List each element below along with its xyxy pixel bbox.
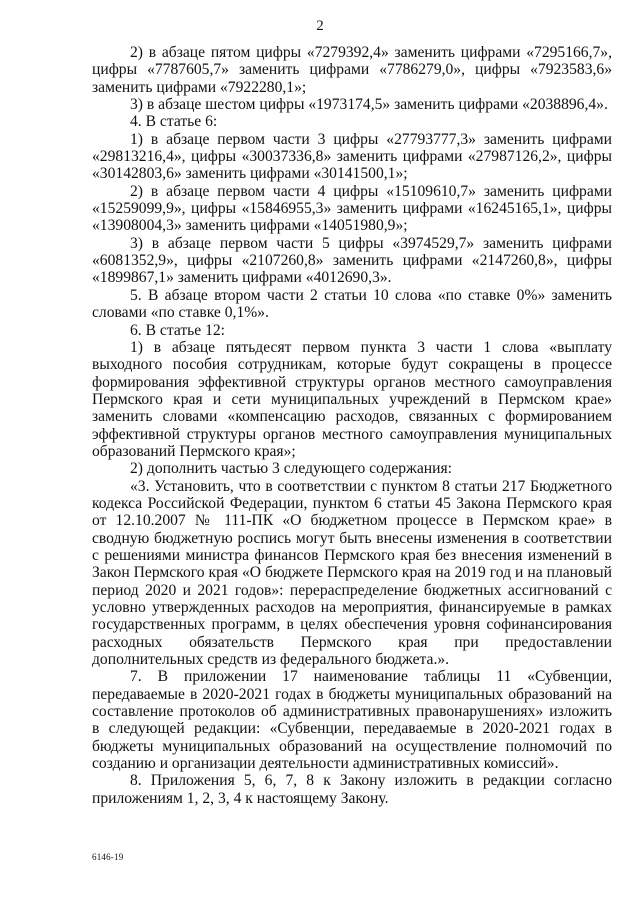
paragraph: 4. В статье 6: [130,113,218,131]
document-body [92,44,612,807]
paragraph: 2) дополнить частью 3 следующего содержания: [130,460,452,478]
paragraph: 2) в абзаце пятом цифры «7279392,4» заменить цифрами «7295166,7», цифры «7787605,7» заменить цифрами «7786279,0», цифры «7923583,6» заменить цифрами «7922280,1»; [92,44,612,96]
paragraph: «3. Установить, что в соответствии с пунктом 8 статьи 217 Бюджетного кодекса Российской Федерации, пунктом 6 статьи 45 Закона Пермского края от 12.10.2007 № 111-ПК «О бюджетном процессе в Пермском крае» в сводную бюджетную роспись могут быть внесены изменения в соответствии с решениями министра финансов Пермского края без внесения изменений в Закон Пермского края «О бюджете Пермского края на 2019 год и на плановый период 2020 и 2021 годов»: перераспределение бюджетных ассигнований с условно утвержденных расходов на мероприятия, финансируемые в рамках государственных программ, в целях обеспечения уровня софинансирования расходных обязательств Пермского края при предоставлении дополнительных средств из федерального бюджета.». [92,477,612,669]
document-code: 6146-19 [92,852,124,862]
paragraph: 6. В статье 12: [130,321,226,339]
paragraph: 1) в абзаце первом части 3 цифры «27793777,3» заменить цифрами «29813216,4», цифры «30037336,8» заменить цифрами «27987126,2», цифры «30142803,6» заменить цифрами «30141500,1»; [92,130,612,183]
paragraph: 7. В приложении 17 наименование таблицы 11 «Субвенции, передаваемые в 2020-2021 годах в бюджеты муниципальных образований на составление протоколов об административных правонарушениях» изложить в следующей редакции: «Субвенции, передаваемые в 2020-2021 годах в бюджеты муниципальных образований на осуществление полномочий по созданию и организации деятельности административных комиссий». [92,668,612,773]
paragraph: 2) в абзаце первом части 4 цифры «15109610,7» заменить цифрами «15259099,9», цифры «15846955,3» заменить цифрами «16245165,1», цифры «13908004,3» заменить цифрами «14051980,9»; [92,182,612,235]
paragraph: 1) в абзаце пятьдесят первом пункта 3 части 1 слова «выплату выходного пособия сотрудникам, которые будут сокращены в процессе формирования эффективной структуры органов местного самоуправления Пермского края и сети муниципальных учреждений в Пермском крае» заменить словами «компенсацию расходов, связанных с формированием эффективной структуры органов местного самоуправления муниципальных образований Пермского края»; [92,338,612,460]
page-number: 2 [316,18,324,34]
paragraph: 3) в абзаце первом части 5 цифры «3974529,7» заменить цифрами «6081352,9», цифры «2107260,8» заменить цифрами «2147260,8», цифры «1899867,1» заменить цифрами «4012690,3». [92,234,612,287]
paragraph: 8. Приложения 5, 6, 7, 8 к Закону изложить в редакции согласно приложениям 1, 2, 3, 4 к настоящему Закону. [92,772,612,807]
paragraph: 5. В абзаце втором части 2 статьи 10 слова «по ставке 0%» заменить словами «по ставке 0,1%». [92,286,612,322]
paragraph: 3) в абзаце шестом цифры «1973174,5» заменить цифрами «2038896,4». [130,96,608,114]
